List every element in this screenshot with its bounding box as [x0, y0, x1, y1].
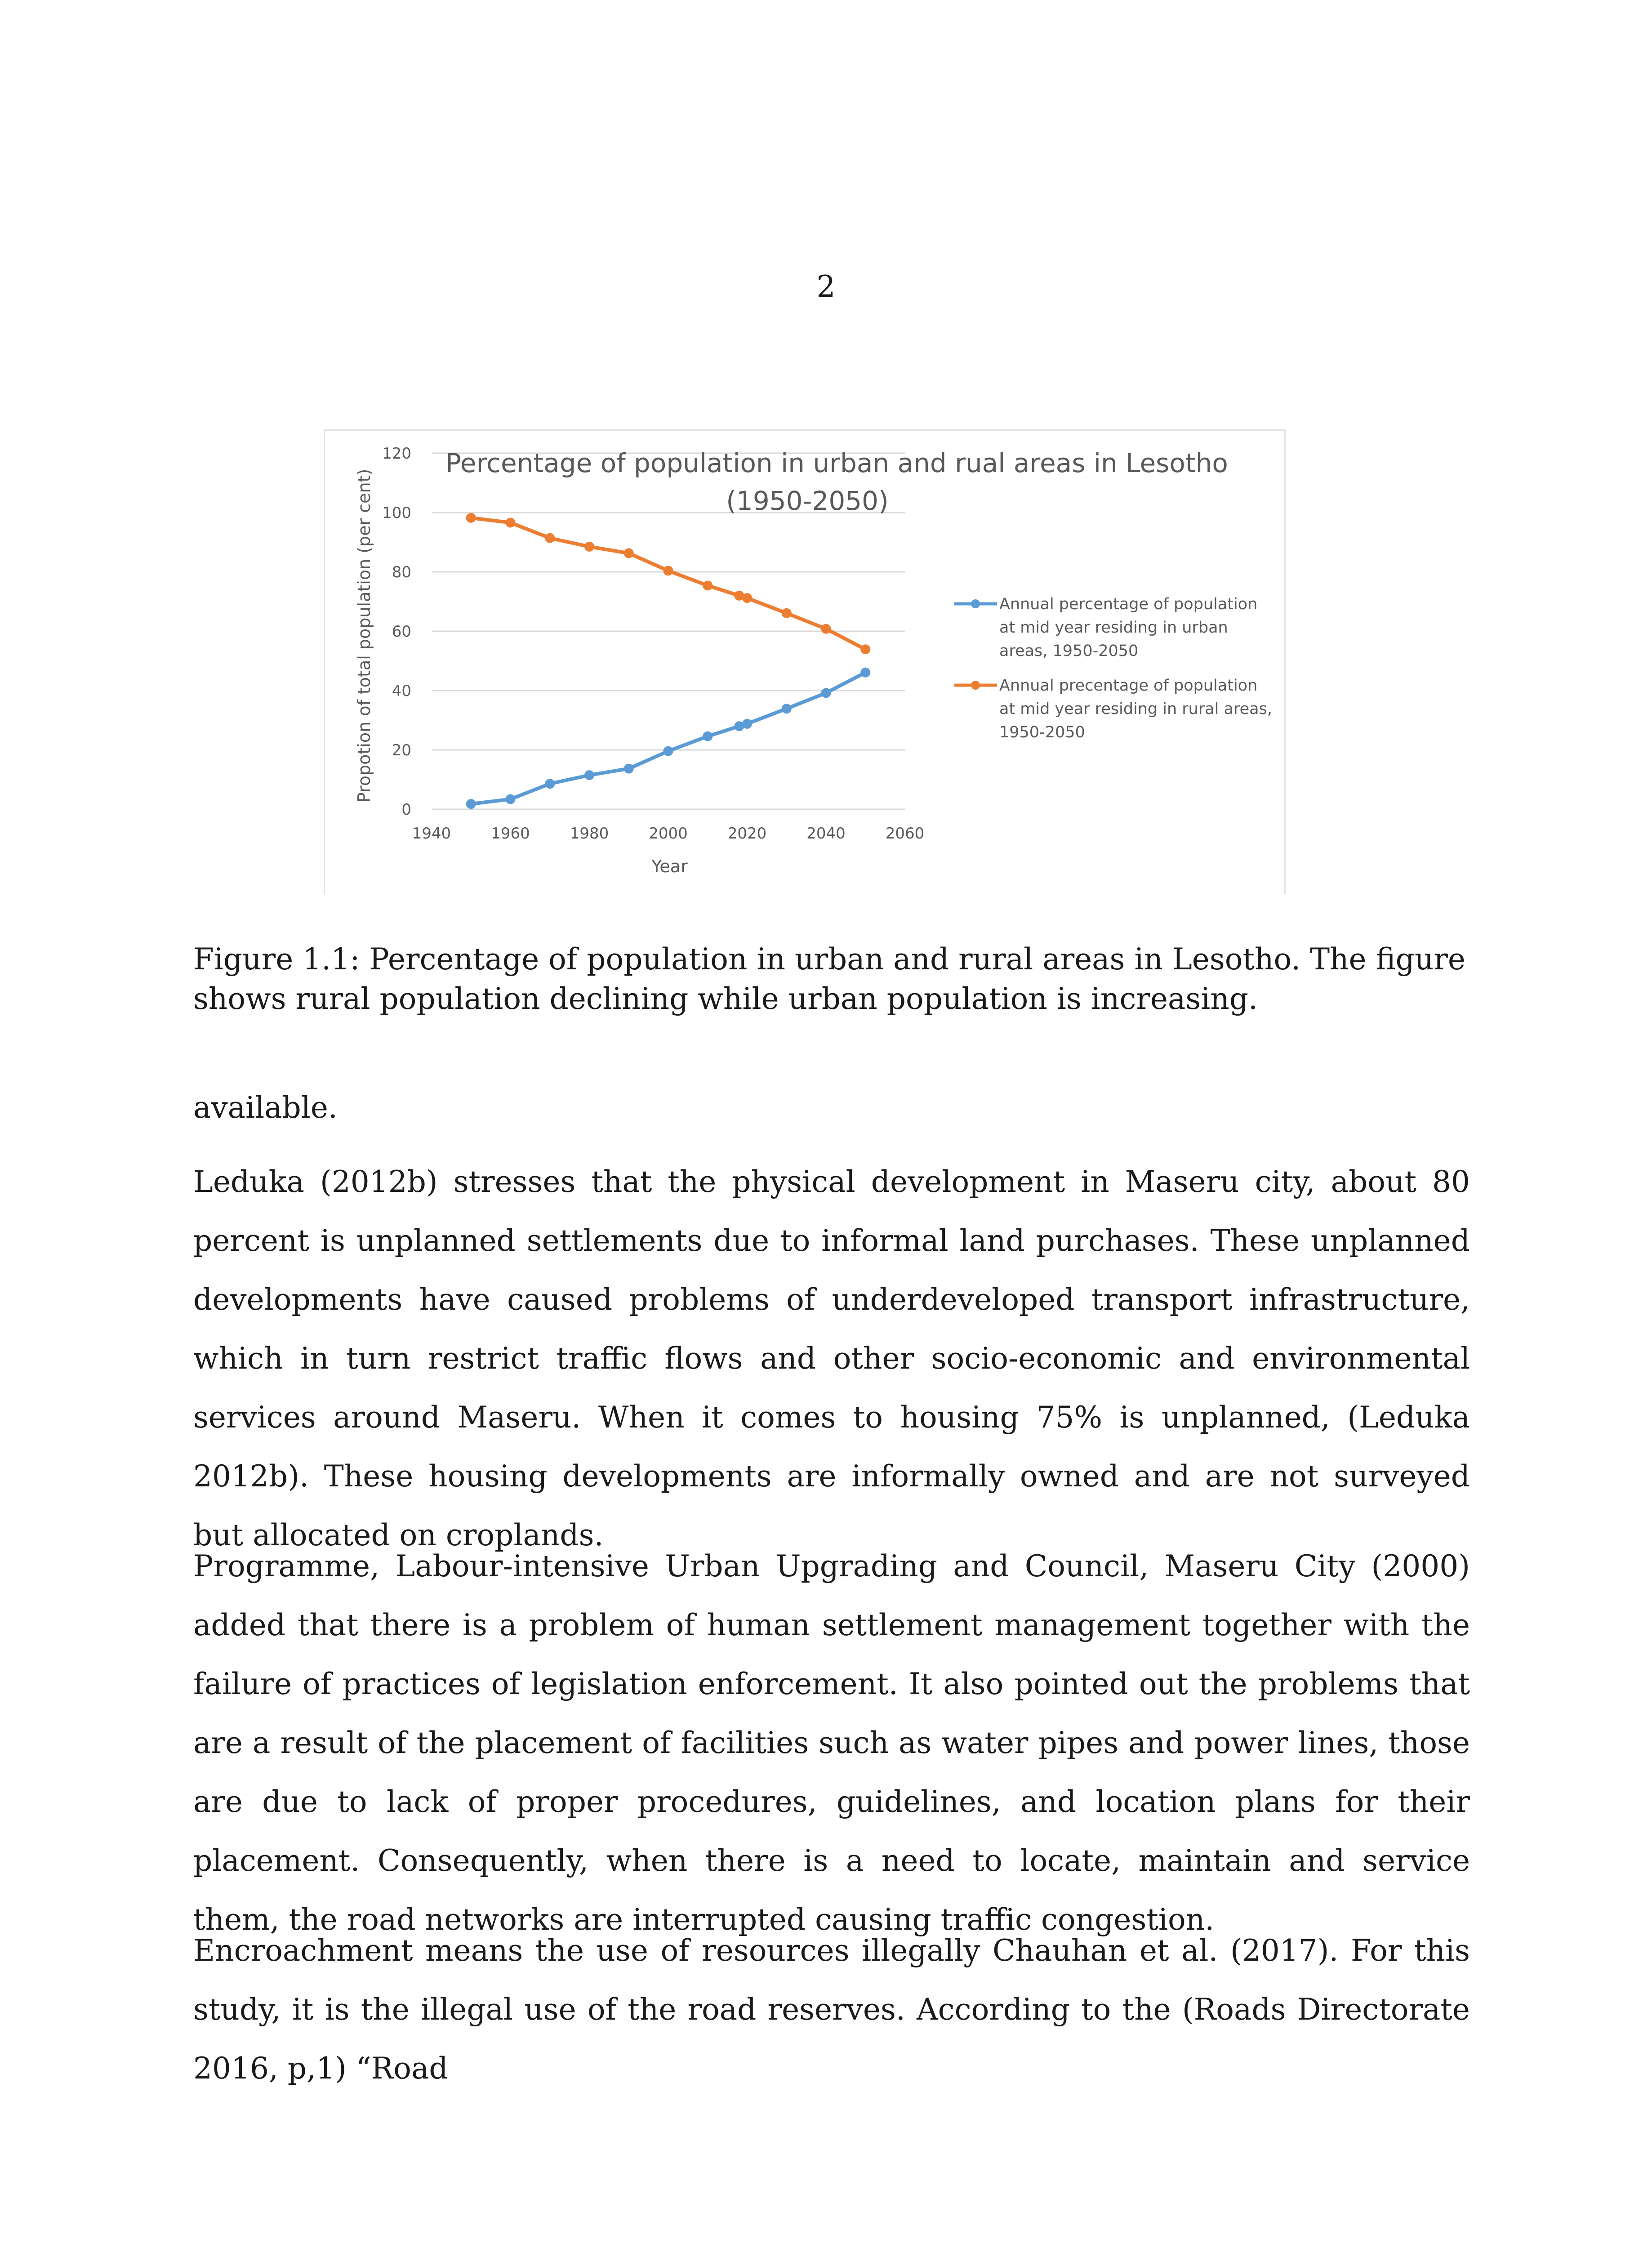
x-tick-label: 2020 — [727, 825, 767, 843]
x-axis-title: Year — [651, 856, 688, 876]
y-tick-label: 40 — [392, 682, 411, 700]
urban-data-point — [506, 794, 516, 804]
legend-label-line: Annual precentage of population — [999, 677, 1258, 695]
urban-data-point — [584, 770, 594, 780]
x-tick-label: 1980 — [570, 825, 609, 843]
y-tick-label: 0 — [401, 801, 411, 819]
urban-data-point — [624, 764, 634, 774]
rural-data-point — [860, 644, 870, 654]
urban-data-point — [860, 668, 870, 678]
urban-data-point — [703, 731, 712, 741]
rural-data-point — [663, 566, 673, 575]
y-axis-title: Propotion of total population (per cent) — [354, 468, 374, 803]
legend-urban-marker — [971, 599, 980, 608]
urban-data-point — [663, 746, 673, 756]
figure-chart-frame — [324, 429, 1286, 894]
legend-label-line: areas, 1950-2050 — [999, 642, 1139, 660]
y-tick-label: 20 — [392, 741, 411, 759]
rural-data-point — [584, 542, 594, 552]
y-tick-label: 100 — [382, 504, 411, 522]
rural-data-point — [821, 624, 831, 634]
rural-series-line — [471, 518, 866, 649]
legend-label-line: Annual percentage of population — [999, 595, 1258, 613]
y-tick-label: 80 — [392, 563, 411, 581]
urban-data-point — [545, 779, 555, 789]
chart-title-line: Percentage of population in urban and rual areas in Lesotho — [445, 448, 1228, 478]
rural-data-point — [782, 608, 792, 618]
rural-data-point — [742, 593, 752, 603]
legend-rural-marker — [971, 681, 980, 690]
line-chart — [325, 431, 1287, 895]
x-tick-label: 2040 — [806, 825, 846, 843]
page-number: 2 — [816, 269, 836, 304]
legend-label-line: at mid year residing in rural areas, — [999, 700, 1272, 718]
urban-data-point — [782, 704, 792, 714]
rural-data-point — [545, 533, 555, 543]
paragraph-programme: Programme, Labour-intensive Urban Upgrading and Council, Maseru City (2000) added that there is a problem of human settlement management together with the failure of practices of legislation enforcement. It also pointed out the problems that are a result of the placement of facilities such as water pipes and power lines, those are due to lack of proper procedures, guidelines, and location plans for their placement. Consequently, when there is a need to locate, maintain and service them, the road networks are interrupted causing traffic congestion. — [193, 1549, 1470, 1937]
y-tick-label: 60 — [392, 623, 411, 641]
x-tick-label: 1940 — [412, 825, 451, 843]
urban-series-line — [471, 673, 866, 804]
legend-label-line: 1950-2050 — [999, 723, 1085, 741]
rural-data-point — [506, 517, 516, 527]
x-tick-label: 2060 — [885, 825, 925, 843]
paragraph-leduka: Leduka (2012b) stresses that the physical development in Maseru city, about 80 percent is unplanned settlements due to informal land purchases. These unplanned developments have caused problems of underdeveloped transport infrastructure, which in turn restrict traffic flows and other socio-economic and environmental services around Maseru. When it comes to housing 75% is unplanned, (Leduka 2012b). These housing developments are informally owned and are not surveyed but allocated on croplands. — [193, 1164, 1470, 1552]
urban-data-point — [466, 799, 476, 809]
urban-data-point — [742, 719, 752, 729]
rural-data-point — [703, 580, 712, 590]
figure-caption: Figure 1.1: Percentage of population in urban and rural areas in Lesotho. The figure shows rural population declining while urban population is increasing. — [193, 942, 1465, 1016]
paragraph-encroachment: Encroachment means the use of resources illegally Chauhan et al. (2017). For this study, it is the illegal use of the road reserves. According to the (Roads Directorate 2016, p,1) “Road — [193, 1933, 1470, 2086]
y-tick-label: 120 — [382, 445, 411, 463]
urban-data-point — [821, 688, 831, 698]
rural-data-point — [624, 548, 634, 558]
legend-label-line: at mid year residing in urban — [999, 619, 1228, 637]
x-tick-label: 2000 — [649, 825, 688, 843]
rural-data-point — [466, 513, 476, 523]
chart-title-line: (1950-2050) — [726, 486, 889, 516]
paragraph-continuation: available. — [193, 1090, 338, 1125]
x-tick-label: 1960 — [491, 825, 530, 843]
